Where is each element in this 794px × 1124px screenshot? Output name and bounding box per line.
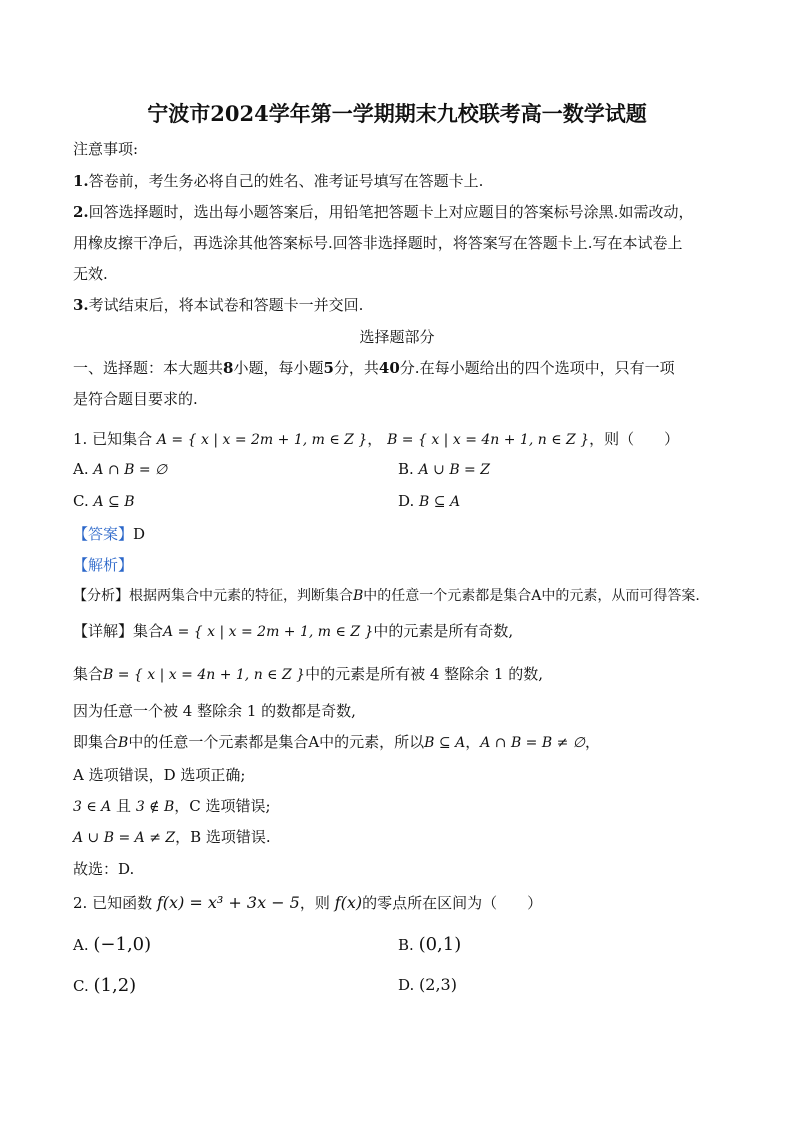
q2-fx: f(x) <box>334 893 363 912</box>
q1-analysis-tag <box>73 554 133 575</box>
q1-option-a <box>73 460 167 478</box>
q1-xiangjie-line-7 <box>73 826 271 847</box>
q1-xj1-text-b: 中的元素是所有奇数, <box>373 622 514 640</box>
q1-suffix: ，则（ ） <box>589 430 680 448</box>
q1-answer <box>73 523 145 544</box>
q1-option-d-label: D. <box>398 492 415 510</box>
q2-mid: ，则 <box>299 894 330 912</box>
notice-item-3-text: 考试结束后，将本试卷和答题卡一并交回. <box>88 296 364 314</box>
q1-xj4-intersection: A ∩ B = B ≠ ∅ <box>480 735 585 751</box>
exam-title: 宁波市2024学年第一学期期末九校联考高一数学试题 <box>147 101 647 126</box>
q1-xiangjie-line-6 <box>73 795 271 816</box>
q2-option-d-text: (2,3) <box>419 975 457 994</box>
part1-count: 8 <box>223 359 234 377</box>
q2-option-a-label: A. <box>73 936 89 954</box>
q1-xiangjie-line-4 <box>73 731 600 752</box>
q1-set-b: B = { x | x = 4n + 1, n ∈ Z } <box>387 432 590 448</box>
q1-option-c <box>73 492 135 510</box>
q1-xj7-text: ，B 选项错误. <box>175 828 271 846</box>
notice-item-1-text: 答卷前，考生务必将自己的姓名、准考证号填写在答题卡上. <box>88 172 484 190</box>
q2-option-d <box>398 975 457 994</box>
q1-option-a-text: A ∩ B = ∅ <box>93 462 168 478</box>
q1-answer-value: D <box>133 525 146 543</box>
notice-item-1 <box>73 170 483 191</box>
q1-option-c-label: C. <box>73 492 89 510</box>
q1-xj7-union: A ∪ B = A ≠ Z <box>73 830 176 846</box>
notice-item-2-line-3: 无效. <box>73 265 108 283</box>
q2-option-b-label: B. <box>398 936 414 954</box>
q1-option-a-label: A. <box>73 460 89 478</box>
notice-heading: 注意事项: <box>73 140 139 158</box>
q1-xj2-text-a: 集合 <box>73 665 104 683</box>
q1-option-b-label: B. <box>398 460 414 478</box>
q1-fenxi <box>73 585 700 605</box>
q1-xj4-subset: B ⊆ A <box>424 735 466 751</box>
q2-option-b-text: (0,1) <box>418 934 462 955</box>
q1-xj4-set-b: B <box>118 735 129 751</box>
q2-function: f(x) = x³ + 3x − 5 <box>156 893 300 912</box>
q1-fenxi-text-a: 根据两集合中元素的特征，判断集合 <box>129 588 353 604</box>
q1-xj4-text-c: 中的任意一个元素都是集合A中的元素，所以 <box>128 733 425 751</box>
notice-item-2-number: 2. <box>73 203 89 221</box>
q1-set-a: A = { x | x = 2m + 1, m ∈ Z } <box>156 432 368 448</box>
q1-answer-tag: 【答案】 <box>73 525 134 543</box>
part1-points-each: 5 <box>323 359 334 377</box>
q1-xiangjie-line-1 <box>73 620 513 641</box>
notice-item-1-number: 1. <box>73 172 89 190</box>
notice-item-2-text-1: 回答选择题时，选出每小题答案后，用铅笔把答题卡上对应题目的答案标号涂黑.如需改动， <box>88 203 694 221</box>
q1-fenxi-set-b: B <box>353 588 364 604</box>
part1-text-g: 分.在每小题给出的四个选项中，只有一项 <box>399 359 675 377</box>
part1-text-e: 分，共 <box>333 359 379 377</box>
q1-option-b-text: A ∪ B = Z <box>418 462 490 478</box>
q2-option-d-label: D. <box>398 976 415 994</box>
q2-option-c-label: C. <box>73 977 89 995</box>
q2-option-b <box>398 934 461 955</box>
q1-option-d-text: B ⊆ A <box>419 494 461 510</box>
part1-text-c: 小题，每小题 <box>233 359 324 377</box>
q1-xj2-set-b: B = { x | x = 4n + 1, n ∈ Z } <box>103 667 306 683</box>
q1-comma: ， <box>367 430 383 448</box>
q1-analysis-label: 【解析】 <box>73 556 134 574</box>
q1-xj1-set-a: A = { x | x = 2m + 1, m ∈ Z } <box>163 624 374 640</box>
q1-xj4-comma-2: ， <box>584 733 600 751</box>
q1-option-c-text: A ⊆ B <box>93 494 135 510</box>
q1-xj6-text-a: 且 <box>111 797 136 815</box>
q1-fenxi-tag: 【分析】 <box>73 588 129 604</box>
q2-option-c-text: (1,2) <box>93 975 137 996</box>
part1-points-total: 40 <box>378 359 400 377</box>
q1-xj4-text-a: 即集合 <box>73 733 119 751</box>
q1-conclusion: 故选：D. <box>73 860 135 878</box>
q1-option-d <box>398 492 460 510</box>
q1-stem <box>73 428 679 449</box>
notice-item-3 <box>73 294 363 315</box>
part1-text-a: 一、选择题：本大题共 <box>73 359 224 377</box>
q1-xj4-comma-1: ， <box>465 733 481 751</box>
q2-option-a <box>73 934 151 955</box>
q1-xiangjie-tag: 【详解】 <box>73 622 134 640</box>
q1-xj6-element-a: 3 ∈ A <box>73 799 112 815</box>
q2-option-c <box>73 975 136 996</box>
part1-instruction-line-2: 是符合题目要求的. <box>73 390 198 408</box>
q1-xj6-text-b: ，C 选项错误; <box>174 797 271 815</box>
q2-stem <box>73 892 542 913</box>
q1-option-b <box>398 460 490 478</box>
notice-item-2-line-1 <box>73 201 693 222</box>
notice-item-2-line-2: 用橡皮擦干净后，再选涂其他答案标号.回答非选择题时，将答案写在答题卡上.写在本试卷上 <box>73 234 683 252</box>
q1-xj2-text-b: 中的元素是所有被 4 整除余 1 的数, <box>305 665 543 683</box>
section-heading: 选择题部分 <box>359 328 435 346</box>
q1-fenxi-text-c: 中的任意一个元素都是集合A中的元素，从而可得答案. <box>363 588 700 604</box>
q1-xiangjie-line-3: 因为任意一个被 4 整除余 1 的数都是奇数, <box>73 702 356 720</box>
q2-prefix: 2. 已知函数 <box>73 894 153 912</box>
part1-instruction-line-1 <box>73 357 675 378</box>
notice-item-3-number: 3. <box>73 296 89 314</box>
q2-suffix: 的零点所在区间为（ ） <box>362 894 543 912</box>
q1-xiangjie-line-2 <box>73 663 543 684</box>
q1-xj1-text-a: 集合 <box>133 622 164 640</box>
q1-xj6-element-b: 3 ∉ B <box>135 799 175 815</box>
q1-xiangjie-line-5: A 选项错误，D 选项正确; <box>73 766 246 784</box>
q1-prefix: 1. 已知集合 <box>73 430 153 448</box>
q2-option-a-text: (−1,0) <box>93 934 152 955</box>
